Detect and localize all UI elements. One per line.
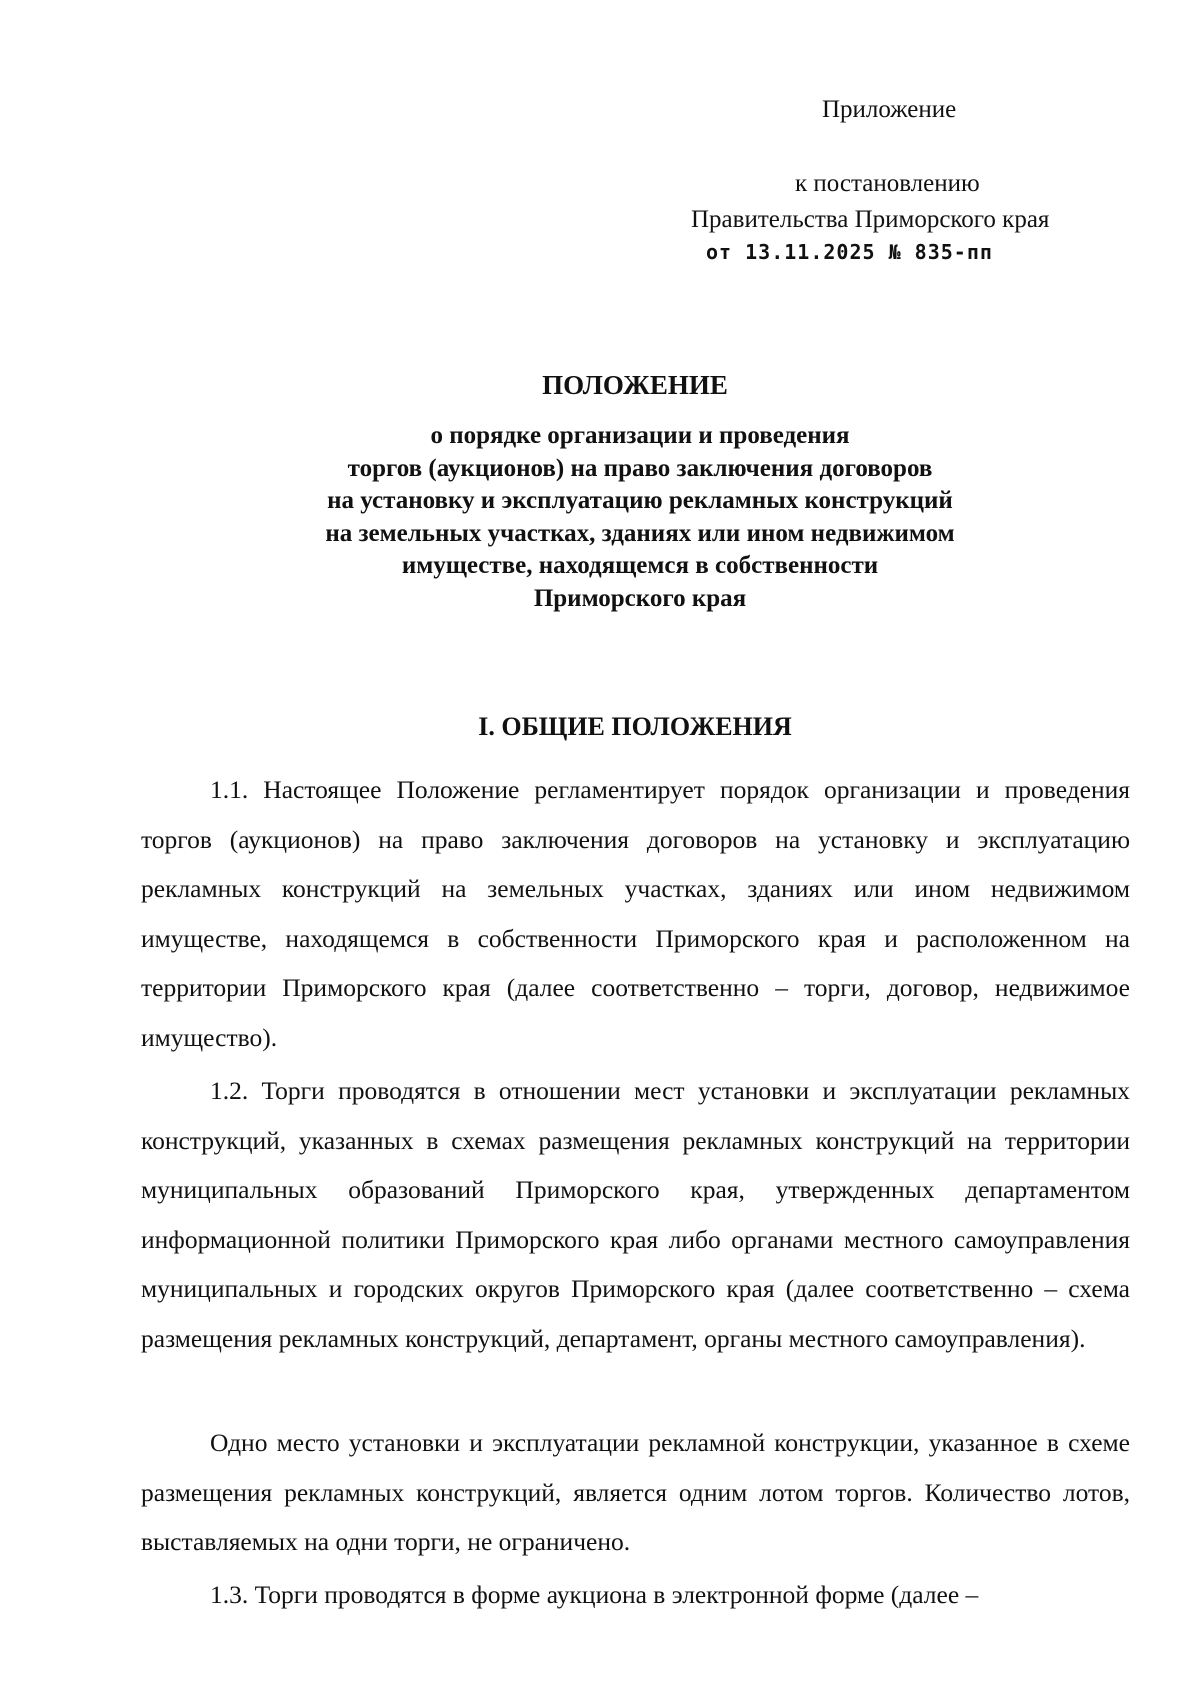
paragraph-block (141, 1066, 1130, 1363)
paragraph: 1.3. Торги проводятся в форме аукциона в электронной форме (далее – (210, 1580, 979, 1609)
section-title: I. ОБЩИЕ ПОЛОЖЕНИЯ (478, 712, 792, 741)
subtitle-line: на земельных участках, зданиях или ином недвижимом (325, 519, 955, 547)
document-title: ПОЛОЖЕНИЕ (542, 370, 728, 400)
paragraph-block (141, 1418, 1130, 1567)
subtitle-line: торгов (аукционов) на право заключения договоров (347, 454, 933, 482)
paragraph-block (141, 1570, 1130, 1620)
appendix-title: Приложение (822, 96, 957, 123)
subtitle-line: Приморского края (533, 584, 747, 612)
appendix-government: Правительства Приморского края (691, 206, 1050, 233)
paragraph-block (141, 765, 1130, 1062)
subtitle-line: на установку и эксплуатацию рекламных конструкций (327, 487, 953, 514)
appendix-reference: к постановлению (795, 170, 980, 197)
subtitle-line: имуществе, находящемся в собственности (401, 552, 879, 579)
paragraph: 1.1. Настоящее Положение регламентирует порядок организации и проведения торгов (аукционов) на право заключения договоров на установку и эксплуатацию рекламных конструкций на земельных участках, зданиях или ином недвижимом имуществе, находящемся в собственности Приморского края и расположенном на территории Приморского края (далее соответственно – торги, договор, недвижимое имущество). (141, 775, 1130, 1052)
document-subtitle (180, 420, 1100, 615)
paragraph: 1.2. Торги проводятся в отношении мест установки и эксплуатации рекламных конструкций, указанных в схемах размещения рекламных конструкций на территории муниципальных образований Приморского края, утвержденных департаментом информационной политики Приморского края либо органами местного самоуправления муниципальных и городских округов Приморского края (далее соответственно – схема размещения рекламных конструкций, департамент, органы местного самоуправления). (141, 1076, 1130, 1353)
subtitle-line: о порядке организации и проведения (430, 422, 850, 449)
paragraph: Одно место установки и эксплуатации рекламной конструкции, указанное в схеме размещения рекламных конструкций, является одним лотом торгов. Количество лотов, выставляемых на одни торги, не ограничено. (141, 1428, 1130, 1556)
appendix-date-number: от 13.11.2025 № 835-пп (706, 240, 993, 264)
